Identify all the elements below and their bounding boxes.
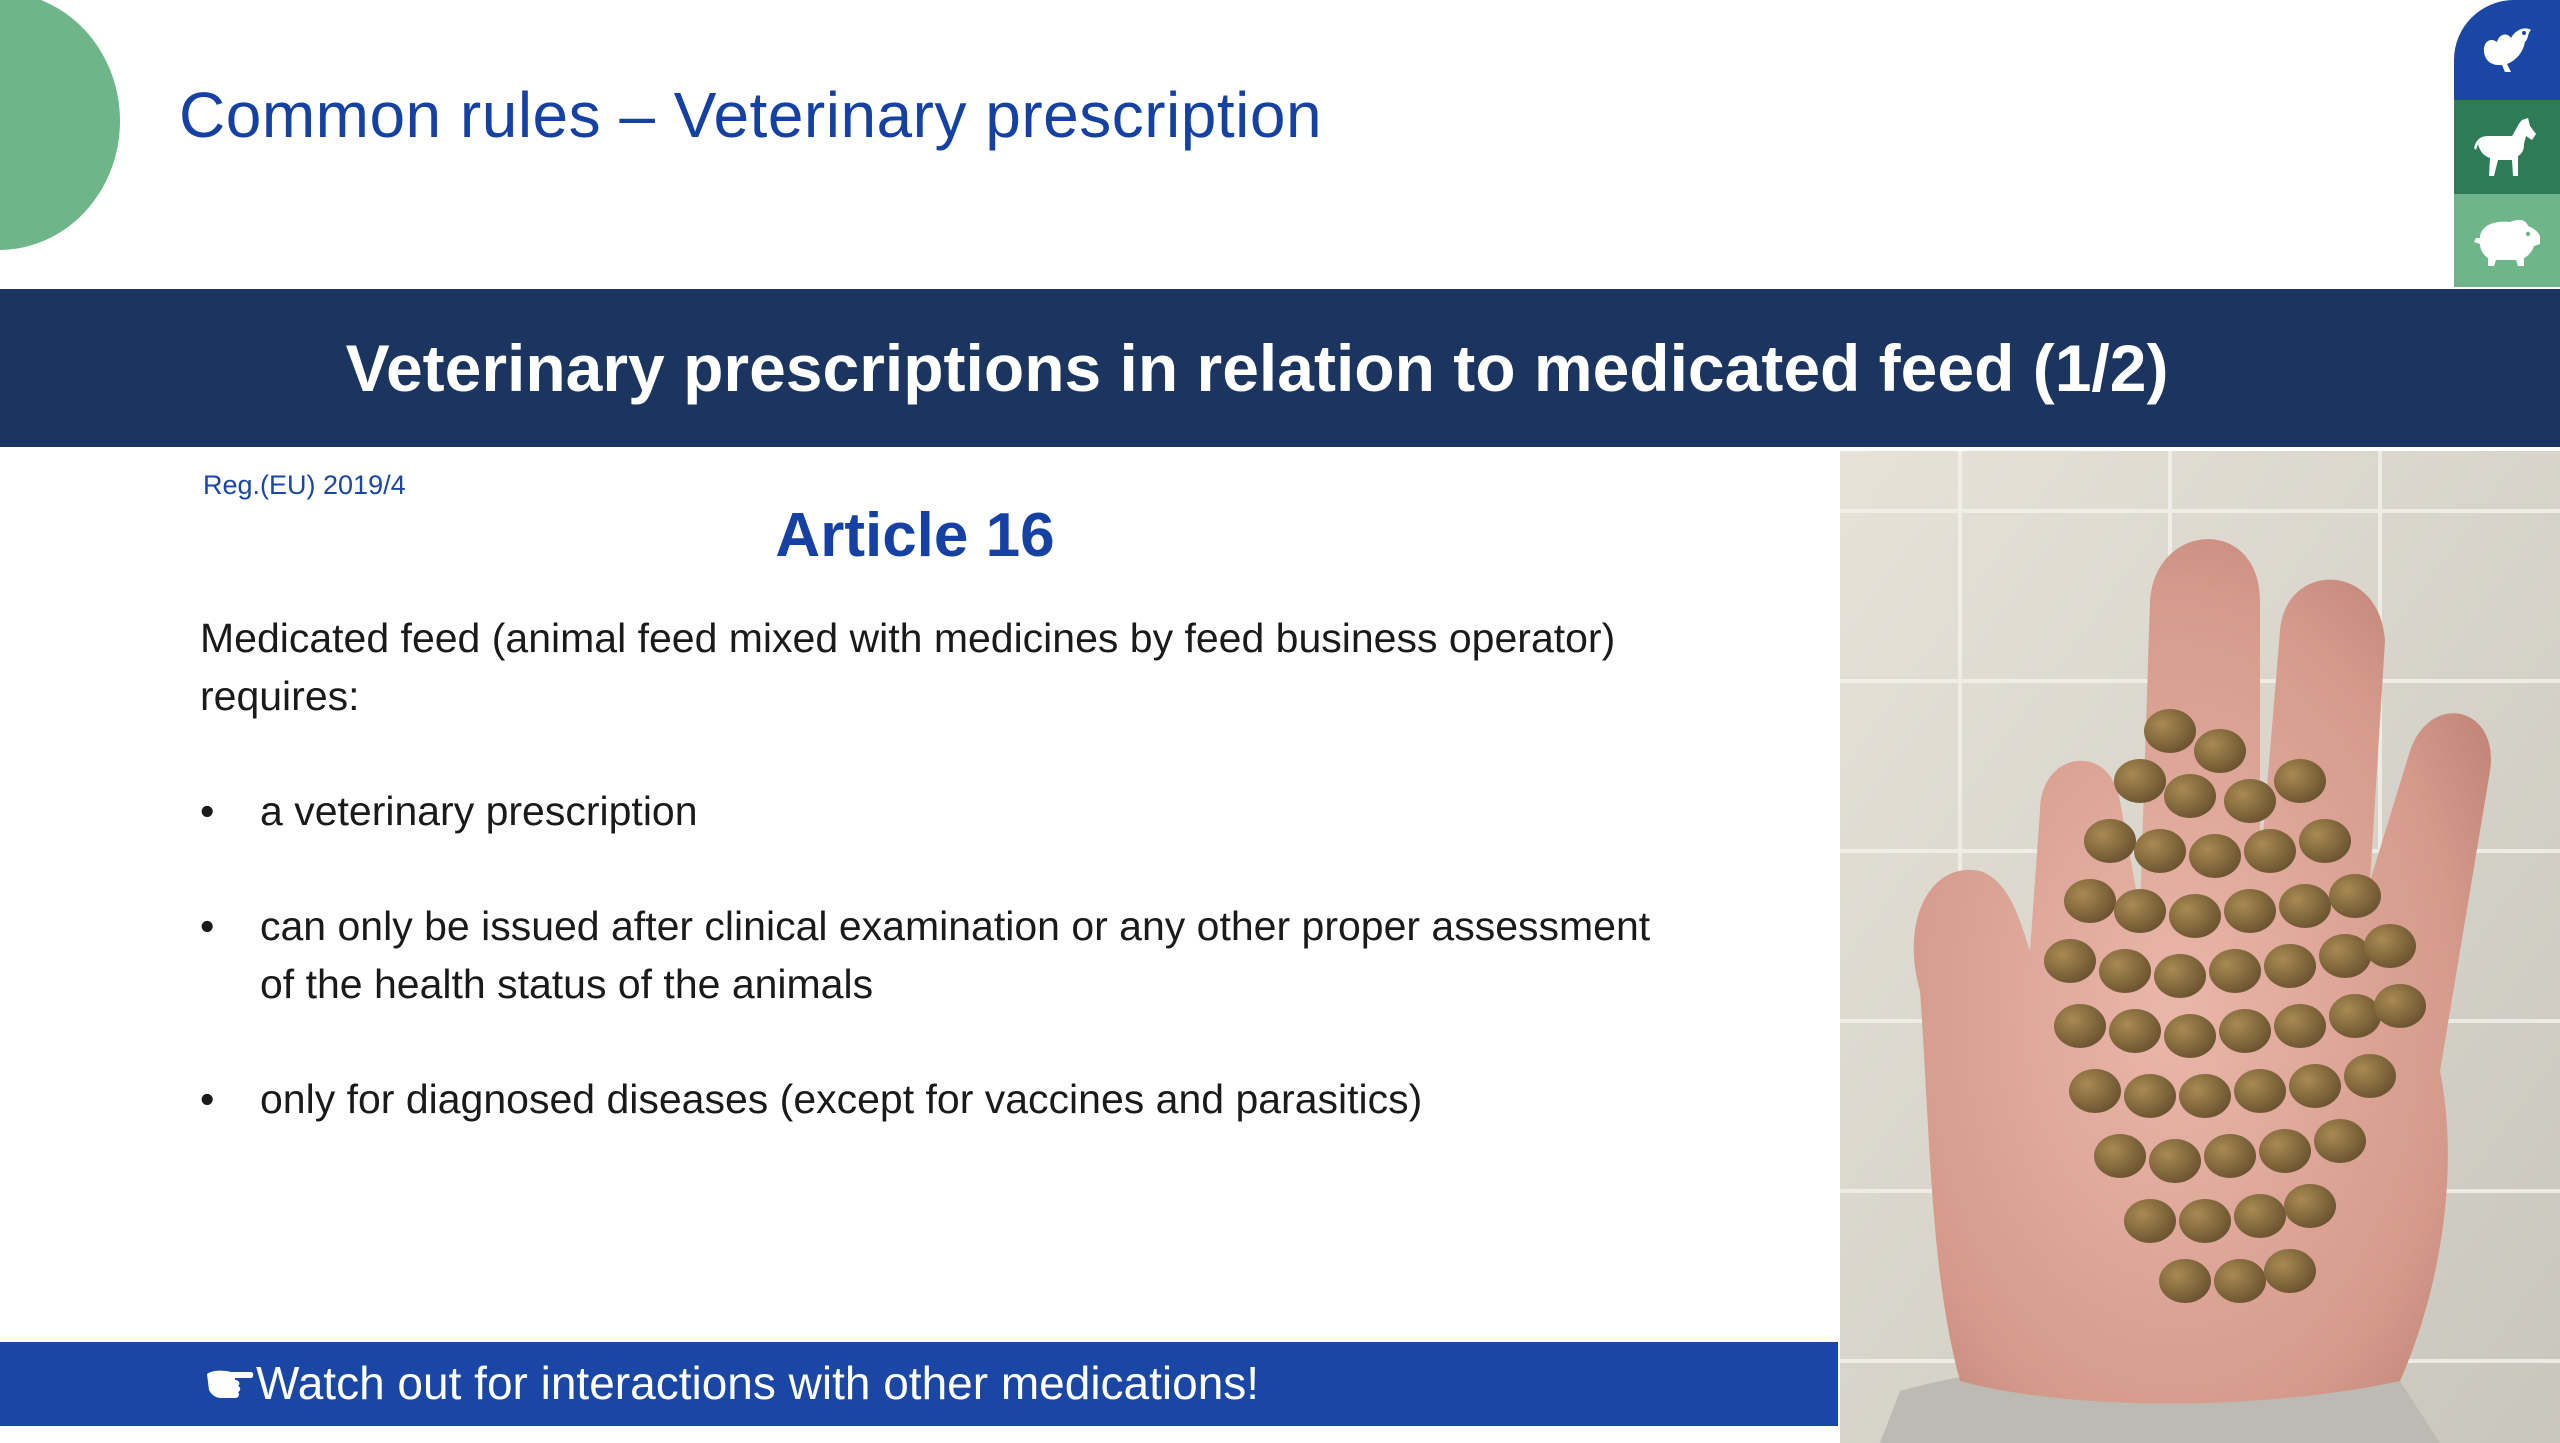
bullet-line: can only be issued after clinical examination or any other proper assessment (260, 903, 1651, 949)
pointing-hand-icon (205, 1360, 255, 1404)
section-banner (0, 289, 2560, 447)
bird-icon (2477, 22, 2537, 78)
feed-pellets-photo (1840, 451, 2560, 1443)
callout-text: Watch out for interactions with other medications! (256, 1357, 1260, 1409)
warning-callout (0, 1342, 1838, 1426)
bullet-icon: • (200, 1076, 215, 1122)
bullet-text (260, 1070, 1820, 1128)
tab-pig[interactable] (2454, 194, 2560, 287)
bullet-text (260, 897, 1820, 1013)
list-item (200, 1070, 1800, 1128)
bullet-icon: • (200, 788, 215, 834)
bullet-line: of the health status of the animals (260, 961, 874, 1007)
bullet-text (260, 782, 1820, 840)
banner-title: Veterinary prescriptions in relation to medicated feed (1/2) (345, 331, 2169, 405)
list-item (200, 897, 1800, 1013)
bullet-line: a veterinary prescription (260, 788, 698, 834)
decorative-circle (0, 0, 120, 250)
tab-bird[interactable] (2454, 0, 2560, 100)
list-item (200, 782, 1800, 840)
intro-line-2: requires: (200, 673, 360, 719)
tab-horse[interactable] (2454, 100, 2560, 194)
horse-icon (2472, 114, 2542, 180)
bullet-icon: • (200, 903, 215, 949)
intro-line-1: Medicated feed (animal feed mixed with medicines by feed business operator) (200, 615, 1616, 661)
bullet-line: only for diagnosed diseases (except for vaccines and parasitics) (260, 1076, 1423, 1122)
regulation-reference: Reg.(EU) 2019/4 (203, 470, 406, 500)
page-title: Common rules – Veterinary prescription (179, 79, 1323, 151)
pig-icon (2470, 214, 2544, 268)
article-heading: Article 16 (775, 501, 1055, 570)
animal-tabs (2454, 0, 2560, 287)
hand-with-feed-pellets-photo (1840, 451, 2560, 1443)
intro-text (200, 609, 1800, 725)
